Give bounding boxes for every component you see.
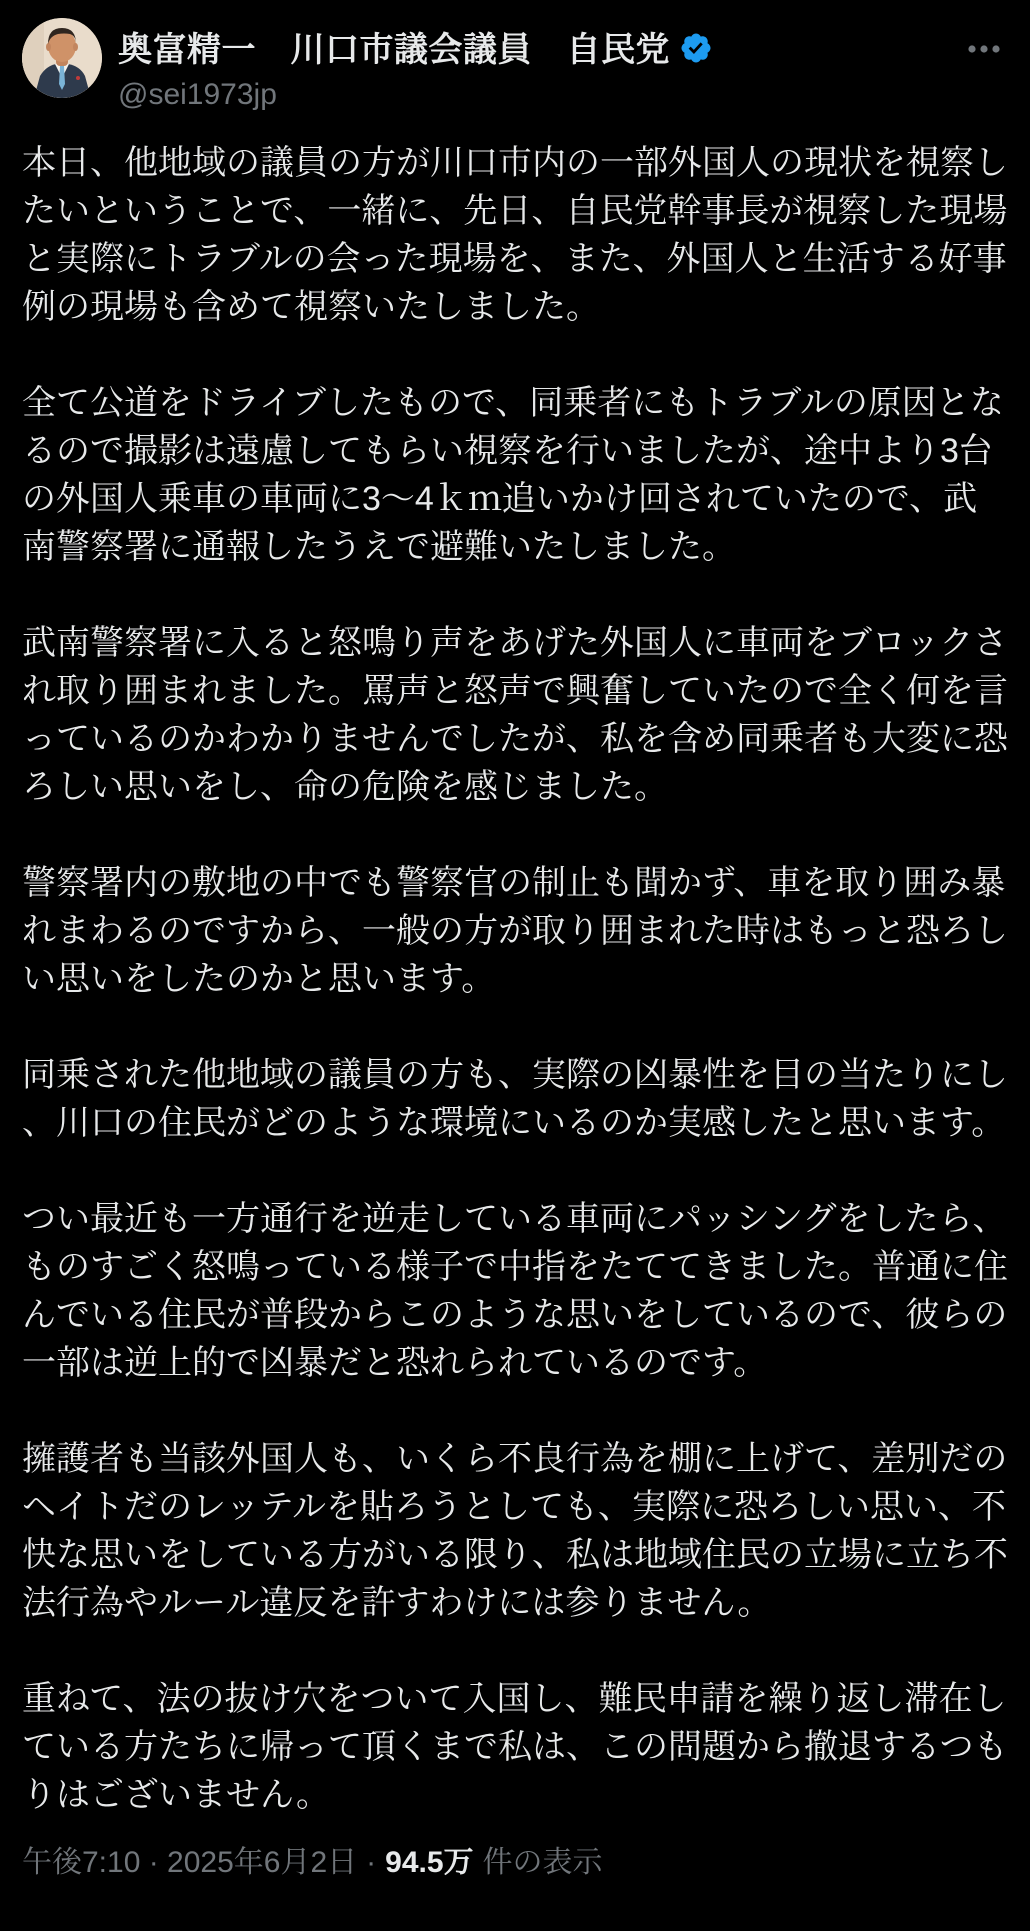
user-identity [118,18,713,112]
tweet-paragraph: 同乗された他地域の議員の方も、実際の凶暴性を目の当たりにし、川口の住民がどのような環境にいるのか実感したと思います。 [22,1056,1008,1142]
avatar[interactable] [22,18,102,98]
more-button[interactable] [962,32,1006,66]
tweet-header [22,18,1008,112]
tweet-paragraph: 重ねて、法の抜け穴をついて入国し、難民申請を繰り返し滞在している方たちに帰って頂くまで私は、この問題から撤退するつもりはございません。 [22,1680,1008,1814]
tweet-paragraph: 擁護者も当該外国人も、いくら不良行為を棚に上げて、差別だのヘイトだのレッテルを貼ろうとしても、実際に恐ろしい思い、不快な思いをしている方がいる限り、私は地域住民の立場に立ち不法行為やルール違反を許すわけには参りません。 [22,1440,1008,1622]
user-handle[interactable]: @sei1973jp [118,78,277,111]
timestamp[interactable]: 午後7:10 · 2025年6月2日 [22,1846,358,1879]
tweet-paragraph: 武南警察署に入ると怒鳴り声をあげた外国人に車両をブロックされ取り囲まれました。罵声と怒声で興奮していたので全く何を言っているのかわかりませんでしたが、私を含め同乗者も大変に恐ろしい思いをし、命の危険を感じました。 [22,624,1008,806]
tweet-paragraph: 全て公道をドライブしたもので、同乗者にもトラブルの原因となるので撮影は遠慮してもらい視察を行いましたが、途中より3台の外国人乗車の車両に3～4ｋｍ追いかけ回されていたので、武南警察署に通報したうえで避難いたしました。 [22,384,1004,566]
views-count[interactable]: 94.5万 [385,1846,474,1879]
more-horizontal-icon [967,44,1001,54]
tweet-text [22,139,1008,1819]
tweet-paragraph: つい最近も一方通行を逆走している車両にパッシングをしたら、ものすごく怒鳴っている様子で中指をたててきました。普通に住んでいる住民が普段からこのような思いをしているので、彼らの一部は逆上的で凶暴だと恐れられているのです。 [22,1200,1008,1382]
tweet-paragraph: 警察署内の敷地の中でも警察官の制止も聞かず、車を取り囲み暴れまわるのですから、一般の方が取り囲まれた時はもっと恐ろしい思いをしたのかと思います。 [22,864,1008,998]
tweet-paragraph: 本日、他地域の議員の方が川口市内の一部外国人の現状を視察したいということで、一緒に、先日、自民党幹事長が視察した現場と実際にトラブルの会った現場を、また、外国人と生活する好事例の現場も含めて視察いたしました。 [22,144,1008,326]
meta-separator: · [366,1846,377,1879]
profile-photo-icon [22,18,102,98]
verified-badge-icon [679,31,713,65]
tweet-meta [22,1843,1008,1883]
display-name[interactable]: 奥富精一 川口市議会議員 自民党 [118,31,670,69]
name-row [118,22,713,71]
views-label: 件の表示 [482,1846,603,1879]
